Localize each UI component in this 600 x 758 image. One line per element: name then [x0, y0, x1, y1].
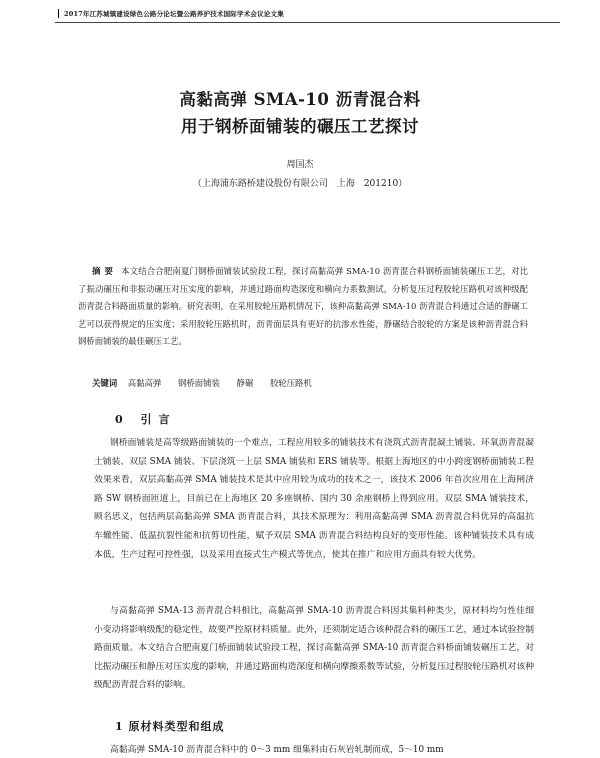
paper-title-line1: 高黏高弹 SMA-10 沥青混合料 — [179, 90, 421, 109]
paper-title-line2: 用于钢桥面铺装的碾压工艺探讨 — [181, 117, 419, 136]
keywords — [92, 377, 532, 389]
header-rule — [55, 22, 560, 23]
running-header — [58, 9, 558, 18]
keyword-item: 胶轮压路机 — [269, 378, 312, 388]
abstract-label: 摘要 — [92, 266, 118, 276]
keyword-item: 高黏高弹 — [127, 378, 162, 388]
keywords-label: 关键词 — [92, 378, 118, 388]
author-affiliation: （上海浦东路桥建设股份有限公司 上海 201210） — [192, 179, 408, 189]
keyword-item: 静碾 — [236, 378, 254, 388]
abstract — [78, 263, 528, 351]
body-paragraph: 钢桥面铺装是高等级路面铺装的一个难点，工程应用较多的铺装技术有浇筑式沥青混凝土铺装、环氧沥青混凝土铺装、双层 SMA 铺装、下层浇筑一上层 SMA 铺装和 ERS 铺装等。根据上海地区的中小跨度钢桥面铺装工程效果来看，双层高黏高弹 SMA 铺装技术是其中应用较为成功的技术之一，该技术 2006 年首次应用在上海闸济路 SW 钢桥面匝道上，目前已在上海地区 20 多座钢桥、国内 30 余座钢桥上得到应用。双层 SMA 铺装技术，顾名思义，包括两层高黏高弹 SMA 沥青混合料，其技术原理为：利用高黏高弹 SMA 沥青混合料优异的高温抗车辙性能、低温抗裂性能和抗剪切性能，赋予双层 SMA 沥青混合料结构良好的变形性能。该种铺装技术具有成本低，生产过程可控性强，以及采用直接式生产模式等优点，使其在推广和应用方面具有较大优势。 — [94, 438, 534, 560]
section-heading-introduction: 0 引言 — [115, 413, 177, 426]
header-marker — [58, 9, 59, 18]
abstract-text: 本文结合合肥南夏门钢桥面铺装试验段工程，探讨高黏高弹 SMA-10 沥青混合料钢桥面铺装碾压工艺，对比了振动碾压和非振动碾压对压实度的影响，并通过路面构造深度和横向力系数测试，分析复压过程胶轮压路机对该种级配沥青混合料路面质量的影响。研究表明，在采用胶轮压路机情况下，该种高黏高弹 SMA-10 沥青混合料通过合适的静碾工艺可以获得规定的压实度；采用胶轮压路机时，沥青面层具有更好的抗渗水性能，静碾结合胶轮的方案是该种沥青混合料钢桥面铺装的最佳碾压工艺。 — [78, 266, 529, 347]
body-paragraph: 与高黏高弹 SMA-13 沥青混合料相比，高黏高弹 SMA-10 沥青混合料因其集料种类少，原材料均匀性佳细小变动将影响级配的稳定性，故要严控原材料质量。此外，还须制定适合该种混合料的碾压工艺，通过本试验控制路面质量。本文结合合肥南夏门桥面铺装试验段工程，探讨高黏高弹 SMA-10 沥青混合料桥面铺装碾压工艺，对比振动碾压和静压对压实度的影响，并通过路面构造深度和横向摩擦系数等试验，分析复压过程胶轮压路机对该种级配沥青混合料的影响。 — [94, 606, 534, 691]
keyword-item: 钢桥面铺装 — [177, 378, 220, 388]
section-heading-materials: 1 原材料类型和组成 — [115, 720, 225, 733]
body-paragraph: 高黏高弹 SMA-10 沥青混合料中的 0～3 mm 细集料由石灰岩轧制而成，5～10 mm — [110, 745, 444, 755]
author-name: 周国杰 — [286, 160, 314, 170]
running-title: 2017年江苏城镇建设绿色公路分论坛暨公路养护技术国际学术会议论文集 — [64, 10, 284, 18]
